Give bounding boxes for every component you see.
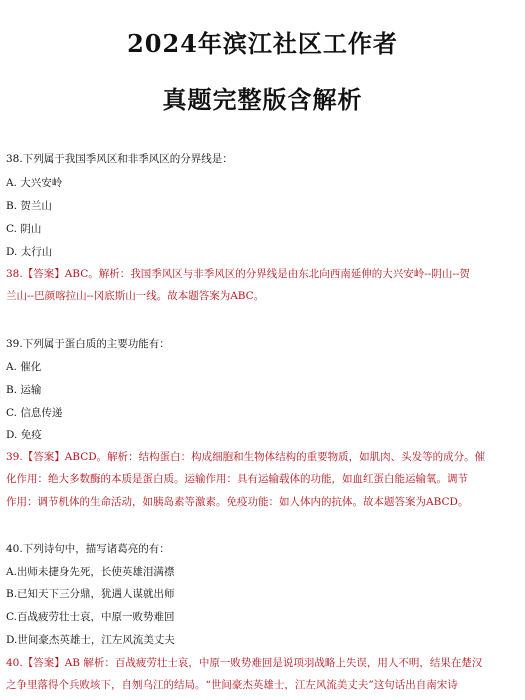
question-39-option-d: D. 免疫 xyxy=(6,429,42,441)
question-39-option-a: A. 催化 xyxy=(6,361,42,373)
question-40-option-b: B.已知天下三分鼎，犹遇人谋就出师 xyxy=(6,588,175,600)
question-39-answer-line: 化作用：绝大多数酶的本质是蛋白质。运输作用：具有运输载体的功能，如血红蛋白能运输氧。调节 xyxy=(6,473,468,485)
question-40-stem: 40.下列诗句中，描写诸葛亮的有： xyxy=(6,543,170,555)
question-39-answer-line: 39.【答案】ABCD。解析：结构蛋白：构成细胞和生物体结构的重要物质，如肌肉、头发等的成分。催 xyxy=(6,451,486,463)
question-39-option-c: C. 信息传递 xyxy=(6,407,63,419)
question-39-option-b: B. 运输 xyxy=(6,384,42,396)
document-title-line1: 2024年滨江社区工作者 xyxy=(127,29,398,58)
question-38-answer-line: 兰山--巴颜喀拉山--冈底斯山一线。故本题答案为ABC。 xyxy=(6,290,265,302)
document-title-line2: 真题完整版含解析 xyxy=(162,85,363,114)
question-40-answer-line: 40.【答案】AB 解析：百战疲劳壮士哀，中原一败势难回是说项羽战略上失误，用人不明，结果在楚汉 xyxy=(6,657,483,669)
question-40-option-c: C.百战疲劳壮士哀，中原一败势难回 xyxy=(6,611,175,623)
question-39-answer-line: 作用：调节机体的生命活动，如胰岛素等激素。免疫功能：如人体内的抗体。故本题答案为ABCD。 xyxy=(6,496,469,508)
question-38-stem: 38.下列属于我国季风区和非季风区的分界线是： xyxy=(6,153,233,165)
question-39-stem: 39.下列属于蛋白质的主要功能有： xyxy=(6,338,170,350)
question-38-option-c: C. 阴山 xyxy=(6,223,42,235)
question-40-option-d: D.世间豪杰英雄士，江左风流美丈夫 xyxy=(6,634,175,646)
question-40-option-a: A.出师未捷身先死，长使英雄泪满襟 xyxy=(6,566,175,578)
question-38-answer-line: 38.【答案】ABC。解析：我国季风区与非季风区的分界线是由东北向西南延伸的大兴安岭--阴山--贺 xyxy=(6,268,470,280)
question-40-answer-line: 之争里落得个兵败垓下，自刎乌江的结局。“世间豪杰英雄士，江左风流美丈夫”这句话出自南宋诗 xyxy=(6,679,458,691)
question-38-option-d: D. 太行山 xyxy=(6,246,53,258)
question-38-option-b: B. 贺兰山 xyxy=(6,200,52,212)
question-38-option-a: A. 大兴安岭 xyxy=(6,177,63,189)
